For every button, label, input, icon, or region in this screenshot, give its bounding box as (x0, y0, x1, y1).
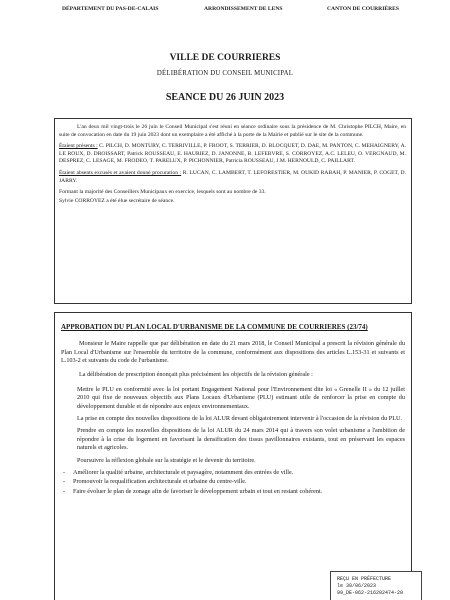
section-title: APPROBATION DU PLAN LOCAL D'URBANISME DE LA COMMUNE DE COURRIERES (23/74) (61, 323, 368, 331)
present-label: Étaient présents : (59, 143, 98, 150)
objective-item: La prise en compte des nouvelles dispositions de la loi ALUR devant obligatoirement intervenir à l'occasion de la révision du PLU. (77, 415, 403, 423)
prefecture-stamp (330, 571, 422, 600)
deliberation-body (54, 312, 412, 600)
seance-date: SEANCE DU 26 JUIN 2023 (165, 92, 285, 103)
objectives-list (61, 386, 405, 465)
stamp-line-3: 99_DE-062-216202474-20 (337, 590, 404, 596)
attendance-box (54, 118, 412, 304)
secretary-text: Sylvie CORROYEZ a été élue secrétaire de séance. (59, 197, 175, 204)
document-subtitle: DÉLIBÉRATION DU CONSEIL MUNICIPAL (156, 70, 294, 77)
body-paragraph-1: Monsieur le Maire rappelle que par délibération en date du 21 mars 2018, le Conseil Municipal a prescrit la révision générale du Plan Local d'Urbanisme sur l'ensemble du territoire de la commune, conformément aux dispositions des articles L.153-31 et suivants et L.103-2 et suivants du code de l'urbanisme. (61, 340, 405, 365)
bullet-item: - Promouvoir la requalification architecturale et urbaine du centre-ville. (61, 478, 405, 486)
intro-paragraph: L'an deux mil vingt-trois le 26 juin le Conseil Municipal s'est réuni en séance ordinaire sous la présidence de M. Christophe PILCH, Maire, en suite de convocation en date du 19 juin 2023 dont un exemplaire a été affiché à la porte de la Mairie et publié sur le site de la commune. (59, 124, 406, 138)
document-header (0, 6, 450, 16)
stamp-line-2: le 30/06/2023 (337, 583, 377, 589)
document-title: VILLE DE COURRIERES (169, 53, 281, 63)
absent-label: Étaient absents excusés et avaient donné procuration : (59, 169, 182, 176)
absent-list: R. LUCAN, C. LAMBERT, T. LEFORESTIER, M. OUKID RABAH, P. MANIER, P. COGET, D. JARRY. (59, 169, 406, 184)
bullet-item: - Faire évoluer le plan de zonage afin de favoriser le développement urbain et tout en restant cohérent. (61, 488, 405, 496)
header-arrondissement: ARRONDISSEMENT DE LENS (204, 6, 283, 12)
header-canton: CANTON DE COURRIÈRES (327, 6, 400, 12)
bullet-item: - Améliorer la qualité urbaine, architecturale et paysagère, notamment des entrées de ville. (61, 469, 405, 477)
header-department: DÉPARTEMENT DU PAS-DE-CALAIS (62, 6, 159, 12)
body-paragraph-2: La délibération de prescription énonçait plus précisément les objectifs de la révision générale : (79, 371, 313, 379)
objective-item: Poursuivre la réflexion globale sur la stratégie et le devenir du territoire. (77, 456, 256, 464)
stamp-line-1: REÇU EN PRÉFECTURE (337, 576, 392, 582)
present-list: C. PILCH, D. MONTURY, C. TERRIVILLE, P. FROOT, S. TERRIER, D. BLOCQUET, D. DAE, M. PANTON, C. MEHAIGNERY, A. LE ROUX, D. DROISSART, Patrick ROUSSEAU, E. HAURIEZ, D. JANONNE, B. LEFEBVRE, S. CORROYEZ, A.C. LELEU, O. VERGNAUD, M. DESPREZ, C. LESAGE, M. FRODEO, T. PARELUX, P. PICHONNIER, Patricia ROUSSEAU, J.M. HERNOULD, C. PAILLART. (59, 143, 407, 165)
present-members (59, 143, 406, 166)
objective-item: Prendre en compte les nouvelles dispositions de la loi ALUR du 24 mars 2014 qui à travers son volet urbanisme a l'ambition de répondre à la crise du logement en favorisant la densification des tissus pavillonnaires existants, tout en préservant les espaces naturels et agricoles. (77, 427, 405, 452)
quorum-text: Formant la majorité des Conseillers Municipaux en exercice, lesquels sont au nombre de 33. (59, 189, 266, 196)
absent-members (59, 170, 406, 185)
objective-item: Mettre le PLU en conformité avec la loi portant Engagement National pour l'Environnement dite loi « Grenelle II » du 12 juillet 2010 qui fixe de nouveaux objectifs aux Plans Locaux d'Urbanisme (PLU) estimant utile de renforcer la prise en compte du développement durable et de répondre aux enjeux environnementaux. (77, 385, 405, 410)
